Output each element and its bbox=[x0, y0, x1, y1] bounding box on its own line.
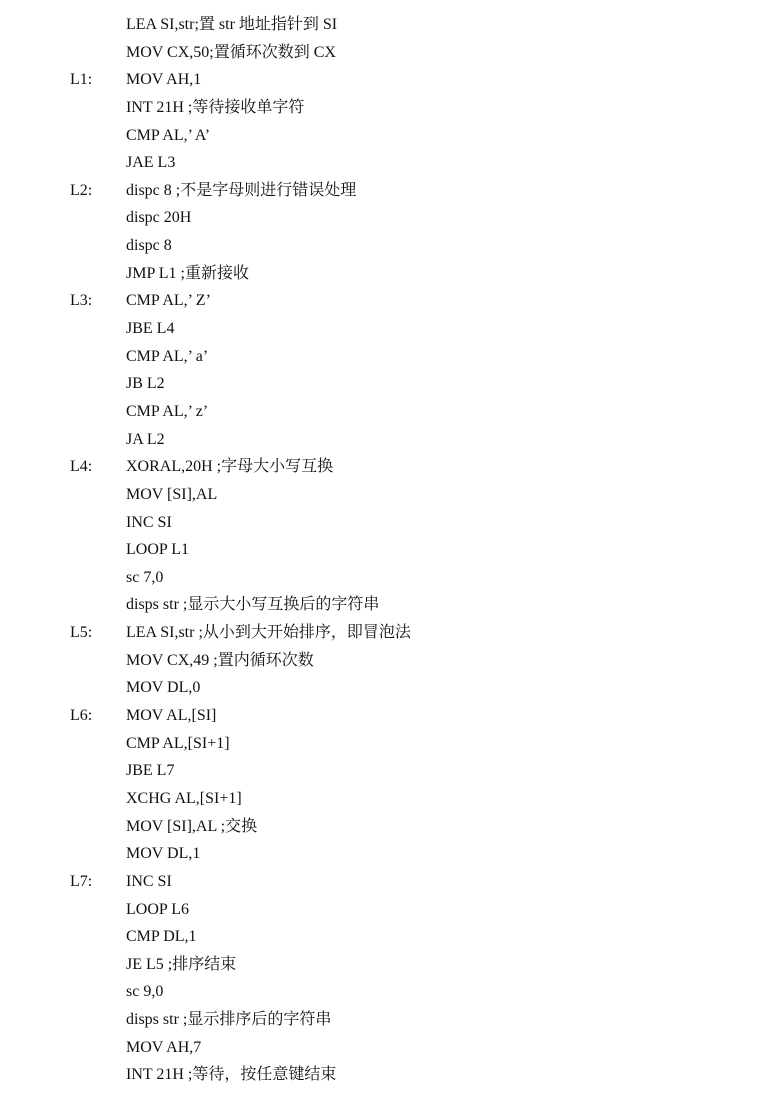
code-text: INC SI bbox=[126, 513, 172, 531]
code-line bbox=[0, 94, 769, 122]
code-text: LEA SI,str ;从小到大开始排序，即冒泡法 bbox=[126, 624, 411, 642]
code-text: INC SI bbox=[126, 872, 172, 890]
code-text: MOV [SI],AL ;交换 bbox=[126, 817, 258, 835]
code-text: MOV AL,[SI] bbox=[126, 707, 217, 725]
code-line bbox=[0, 564, 769, 592]
code-listing bbox=[0, 11, 769, 1089]
line-label: L7: bbox=[70, 872, 93, 890]
code-text: JE L5 ;排序结束 bbox=[126, 955, 237, 973]
code-line bbox=[0, 11, 769, 39]
code-text: sc 9,0 bbox=[126, 983, 164, 1001]
code-text: JA L2 bbox=[126, 430, 165, 448]
code-text: CMP AL,’ A’ bbox=[126, 126, 211, 144]
code-line bbox=[0, 204, 769, 232]
code-line bbox=[0, 260, 769, 288]
code-line bbox=[0, 1061, 769, 1089]
line-label: L4: bbox=[70, 458, 93, 476]
code-line bbox=[0, 840, 769, 868]
code-line bbox=[0, 122, 769, 150]
code-text: MOV AH,7 bbox=[126, 1038, 202, 1056]
code-text: MOV DL,1 bbox=[126, 845, 201, 863]
code-text: MOV AH,1 bbox=[126, 71, 202, 89]
code-line bbox=[0, 509, 769, 537]
code-line bbox=[0, 896, 769, 924]
code-text: MOV CX,50;置循环次数到 CX bbox=[126, 43, 336, 61]
code-line bbox=[0, 647, 769, 675]
code-line bbox=[0, 66, 769, 94]
code-line bbox=[0, 702, 769, 730]
code-line bbox=[0, 923, 769, 951]
code-text: LOOP L6 bbox=[126, 900, 189, 918]
line-label: L5: bbox=[70, 624, 93, 642]
code-text: JB L2 bbox=[126, 375, 165, 393]
code-line bbox=[0, 343, 769, 371]
code-text: MOV CX,49 ;置内循环次数 bbox=[126, 651, 314, 669]
code-line bbox=[0, 39, 769, 67]
code-text: CMP DL,1 bbox=[126, 928, 197, 946]
line-label: L3: bbox=[70, 292, 93, 310]
code-line bbox=[0, 951, 769, 979]
code-text: sc 7,0 bbox=[126, 568, 164, 586]
code-line bbox=[0, 177, 769, 205]
code-line bbox=[0, 287, 769, 315]
code-line bbox=[0, 426, 769, 454]
code-line bbox=[0, 1006, 769, 1034]
code-text: JBE L7 bbox=[126, 762, 175, 780]
code-line bbox=[0, 674, 769, 702]
code-text: XORAL,20H ;字母大小写互换 bbox=[126, 458, 334, 476]
code-text: CMP AL,’ Z’ bbox=[126, 292, 211, 310]
code-text: disps str ;显示大小写互换后的字符串 bbox=[126, 596, 380, 614]
code-text: XCHG AL,[SI+1] bbox=[126, 789, 242, 807]
code-text: dispc 20H bbox=[126, 209, 192, 227]
code-line bbox=[0, 978, 769, 1006]
code-line bbox=[0, 1034, 769, 1062]
code-line bbox=[0, 536, 769, 564]
code-line bbox=[0, 232, 769, 260]
code-text: LEA SI,str;置 str 地址指针到 SI bbox=[126, 16, 338, 33]
code-text: CMP AL,’ z’ bbox=[126, 402, 209, 420]
code-text: MOV [SI],AL bbox=[126, 485, 218, 503]
code-text: MOV DL,0 bbox=[126, 679, 201, 697]
code-line bbox=[0, 868, 769, 896]
code-line bbox=[0, 315, 769, 343]
code-line bbox=[0, 149, 769, 177]
code-text: disps str ;显示排序后的字符串 bbox=[126, 1011, 332, 1029]
code-line bbox=[0, 730, 769, 758]
code-line bbox=[0, 370, 769, 398]
code-line bbox=[0, 785, 769, 813]
code-text: INT 21H ;等待，按任意键结束 bbox=[126, 1066, 337, 1084]
code-text: dispc 8 bbox=[126, 237, 172, 255]
code-text: dispc 8 ;不是字母则进行错误处理 bbox=[126, 181, 357, 199]
code-line bbox=[0, 481, 769, 509]
code-text: INT 21H ;等待接收单字符 bbox=[126, 98, 305, 116]
code-text: CMP AL,[SI+1] bbox=[126, 734, 230, 752]
code-line bbox=[0, 398, 769, 426]
code-line bbox=[0, 757, 769, 785]
line-label: L1: bbox=[70, 71, 93, 89]
code-text: CMP AL,’ a’ bbox=[126, 347, 209, 365]
line-label: L2: bbox=[70, 181, 93, 199]
code-text: JAE L3 bbox=[126, 154, 176, 172]
code-text: JMP L1 ;重新接收 bbox=[126, 264, 249, 282]
code-text: JBE L4 bbox=[126, 320, 175, 338]
code-line bbox=[0, 813, 769, 841]
code-line bbox=[0, 591, 769, 619]
code-line bbox=[0, 619, 769, 647]
line-label: L6: bbox=[70, 707, 93, 725]
code-line bbox=[0, 453, 769, 481]
code-text: LOOP L1 bbox=[126, 541, 189, 559]
